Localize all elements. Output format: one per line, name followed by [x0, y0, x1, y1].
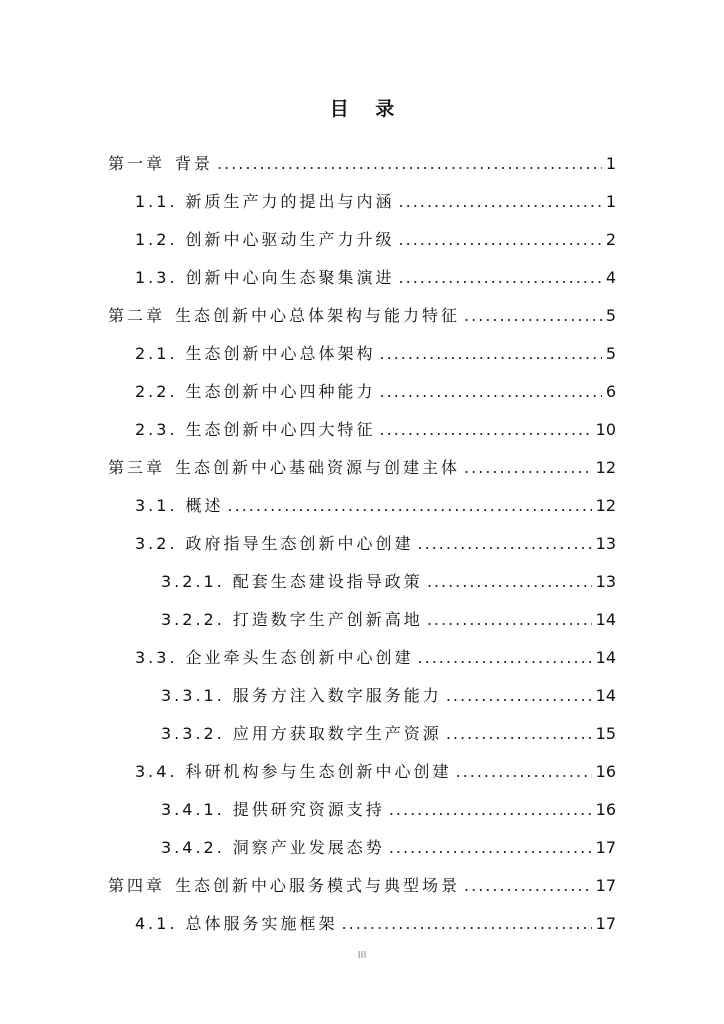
toc-entry[interactable] [108, 487, 616, 525]
toc-entry-number: 3.4.1. [161, 800, 225, 819]
toc-entry[interactable] [108, 563, 616, 601]
toc-entry-page: 5 [605, 344, 616, 363]
toc-dot-leader [464, 297, 602, 335]
toc-entry-page: 16 [595, 762, 616, 781]
toc-entry[interactable] [108, 715, 616, 753]
toc-entry-number: 4.1. [135, 914, 178, 933]
toc-entry-page: 14 [595, 610, 616, 629]
toc-entry-number: 第二章 [108, 306, 166, 325]
toc-entry-number: 3.3. [135, 648, 178, 667]
toc-entry-page: 4 [605, 268, 616, 287]
toc-entry-title: 总体服务实施框架 [185, 914, 338, 933]
toc-entry-title: 提供研究资源支持 [232, 800, 385, 819]
toc-entry[interactable] [108, 867, 616, 905]
toc-entry-page: 1 [605, 154, 616, 173]
toc-entry-number: 第三章 [108, 458, 166, 477]
toc-dot-leader [389, 829, 592, 867]
toc-entry-title: 生态创新中心四大特征 [185, 420, 376, 439]
toc-entry-page: 16 [595, 800, 616, 819]
toc-entry-title: 洞察产业发展态势 [232, 838, 385, 857]
toc-entry-page: 1 [605, 192, 616, 211]
toc-entry-number: 3.2.2. [161, 610, 225, 629]
toc-entry-page: 13 [595, 572, 616, 591]
toc-entry[interactable] [108, 905, 616, 943]
toc-dot-leader [217, 145, 602, 183]
toc-entry-number: 3.3.1. [161, 686, 225, 705]
toc-entry-number: 2.3. [135, 420, 178, 439]
toc-dot-leader [380, 411, 592, 449]
toc-entry[interactable] [108, 525, 616, 563]
toc-entry-page: 17 [595, 914, 616, 933]
toc-entry-title: 打造数字生产创新高地 [232, 610, 423, 629]
toc-dot-leader [399, 221, 602, 259]
toc-entry-title: 企业牵头生态创新中心创建 [185, 648, 414, 667]
toc-dot-leader [342, 905, 592, 943]
toc-entry-title: 创新中心驱动生产力升级 [185, 230, 395, 249]
toc-entry-title: 生态创新中心四种能力 [185, 382, 376, 401]
toc-entry-number: 3.4. [135, 762, 178, 781]
toc-entry[interactable] [108, 373, 616, 411]
toc-entry-page: 12 [595, 458, 616, 477]
toc-dot-leader [446, 677, 592, 715]
toc-entry[interactable] [108, 297, 616, 335]
toc-entry-page: 13 [595, 534, 616, 553]
toc-entry-page: 15 [595, 724, 616, 743]
toc-entry-title: 科研机构参与生态创新中心创建 [185, 762, 452, 781]
table-of-contents [108, 145, 616, 943]
toc-dot-leader [380, 335, 602, 373]
toc-entry-page: 12 [595, 496, 616, 515]
toc-entry[interactable] [108, 449, 616, 487]
toc-entry[interactable] [108, 259, 616, 297]
toc-entry[interactable] [108, 639, 616, 677]
toc-entry[interactable] [108, 221, 616, 259]
toc-entry-title: 新质生产力的提出与内涵 [185, 192, 395, 211]
toc-entry-title: 政府指导生态创新中心创建 [185, 534, 414, 553]
toc-entry-title: 生态创新中心总体架构与能力特征 [175, 306, 461, 325]
toc-dot-leader [399, 183, 602, 221]
toc-entry-page: 17 [595, 876, 616, 895]
toc-entry[interactable] [108, 411, 616, 449]
toc-dot-leader [399, 259, 602, 297]
toc-entry-title: 创新中心向生态聚集演进 [185, 268, 395, 287]
toc-entry-page: 2 [605, 230, 616, 249]
toc-entry-number: 1.1. [135, 192, 178, 211]
toc-entry[interactable] [108, 677, 616, 715]
toc-entry-page: 5 [605, 306, 616, 325]
toc-entry[interactable] [108, 829, 616, 867]
toc-entry-number: 3.3.2. [161, 724, 225, 743]
toc-dot-leader [389, 791, 592, 829]
toc-entry[interactable] [108, 183, 616, 221]
toc-dot-leader [464, 449, 592, 487]
toc-entry[interactable] [108, 335, 616, 373]
toc-entry[interactable] [108, 145, 616, 183]
toc-entry-page: 10 [595, 420, 616, 439]
toc-dot-leader [446, 715, 592, 753]
toc-entry-title: 配套生态建设指导政策 [232, 572, 423, 591]
toc-entry-title: 概述 [185, 496, 224, 515]
footer-page-number: III [357, 950, 367, 961]
toc-dot-leader [228, 487, 592, 525]
toc-entry-number: 2.2. [135, 382, 178, 401]
toc-entry-number: 1.2. [135, 230, 178, 249]
toc-entry-number: 3.2. [135, 534, 178, 553]
toc-entry-number: 1.3. [135, 268, 178, 287]
page-title: 目 录 [329, 98, 405, 120]
toc-entry[interactable] [108, 791, 616, 829]
toc-dot-leader [427, 563, 592, 601]
toc-entry-title: 生态创新中心服务模式与典型场景 [175, 876, 461, 895]
toc-entry[interactable] [108, 753, 616, 791]
toc-entry-number: 3.4.2. [161, 838, 225, 857]
toc-dot-leader [380, 373, 602, 411]
toc-entry-number: 3.2.1. [161, 572, 225, 591]
toc-entry[interactable] [108, 601, 616, 639]
toc-entry-title: 生态创新中心基础资源与创建主体 [175, 458, 461, 477]
toc-dot-leader [456, 753, 592, 791]
toc-entry-number: 第四章 [108, 876, 166, 895]
toc-dot-leader [427, 601, 592, 639]
toc-entry-title: 服务方注入数字服务能力 [232, 686, 442, 705]
toc-entry-number: 3.1. [135, 496, 178, 515]
toc-entry-title: 背景 [175, 154, 214, 173]
toc-entry-title: 生态创新中心总体架构 [185, 344, 376, 363]
toc-entry-number: 2.1. [135, 344, 178, 363]
toc-dot-leader [418, 525, 592, 563]
toc-dot-leader [464, 867, 592, 905]
toc-entry-page: 17 [595, 838, 616, 857]
toc-entry-page: 6 [605, 382, 616, 401]
toc-dot-leader [418, 639, 592, 677]
toc-entry-page: 14 [595, 648, 616, 667]
toc-entry-page: 14 [595, 686, 616, 705]
toc-entry-number: 第一章 [108, 154, 166, 173]
toc-entry-title: 应用方获取数字生产资源 [232, 724, 442, 743]
